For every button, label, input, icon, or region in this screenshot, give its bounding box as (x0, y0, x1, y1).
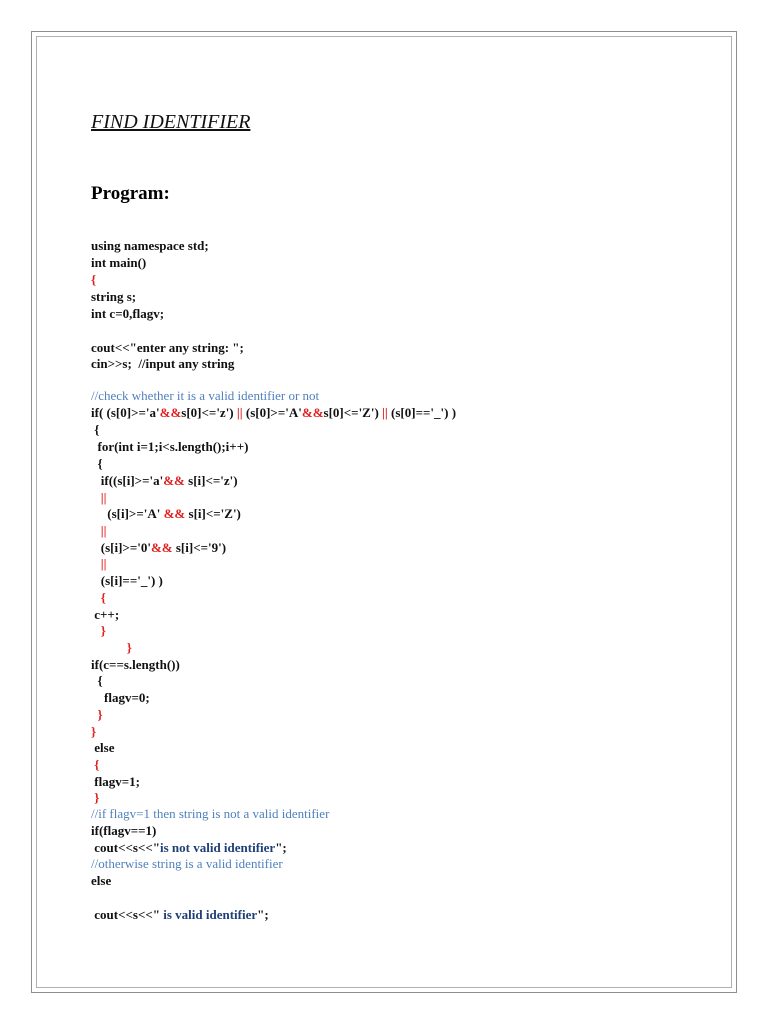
code-line: { (91, 590, 106, 605)
code-line: || (91, 556, 107, 571)
code-line: || (91, 490, 107, 505)
code-line: if((s[i]>='a'&& s[i]<='z') (91, 473, 238, 488)
code-line: flagv=1; (91, 774, 140, 789)
code-line: if( (s[0]>='a'&&s[0]<='z') || (s[0]>='A'&&s[0]<='Z') || (s[0]=='_') ) (91, 405, 457, 420)
code-line: c++; (91, 607, 120, 622)
code-line: { (91, 456, 103, 471)
code-comment: //if flagv=1 then string is not a valid identifier (91, 806, 330, 821)
code-line: { (91, 422, 100, 437)
code-line: } (91, 623, 106, 638)
program-heading: Program: (91, 183, 170, 204)
code-line: int c=0,flagv; (91, 306, 165, 321)
code-line: { (91, 673, 103, 688)
code-comment: //otherwise string is a valid identifier (91, 856, 283, 871)
code-line: { (91, 757, 100, 772)
code-line: cout<<s<<"is not valid identifier"; (91, 840, 287, 855)
code-line: (s[i]>='0'&& s[i]<='9') (91, 540, 227, 555)
code-comment: //check whether it is a valid identifier or not (91, 388, 320, 403)
code-line: cin>>s; //input any string (91, 356, 235, 371)
code-line: (s[i]=='_') ) (91, 573, 163, 588)
code-line: } (91, 790, 100, 805)
code-line: for(int i=1;i<s.length();i++) (91, 439, 249, 454)
code-line: cout<<"enter any string: "; (91, 340, 244, 355)
code-line: { (91, 272, 97, 287)
code-line: } (91, 724, 97, 739)
code-line: } (91, 640, 132, 655)
code-line: || (91, 523, 107, 538)
code-line: string s; (91, 289, 137, 304)
document-title: FIND IDENTIFIER (91, 111, 251, 133)
code-line: if(flagv==1) (91, 823, 157, 838)
code-line: int main() (91, 255, 147, 270)
code-line: else (91, 873, 112, 888)
code-line: using namespace std; (91, 238, 209, 253)
code-line: if(c==s.length()) (91, 657, 180, 672)
code-line: else (91, 740, 115, 755)
code-line: (s[i]>='A' && s[i]<='Z') (91, 506, 241, 521)
code-line: cout<<s<<" is valid identifier"; (91, 907, 269, 922)
code-line: flagv=0; (91, 690, 150, 705)
code-line: } (91, 707, 103, 722)
